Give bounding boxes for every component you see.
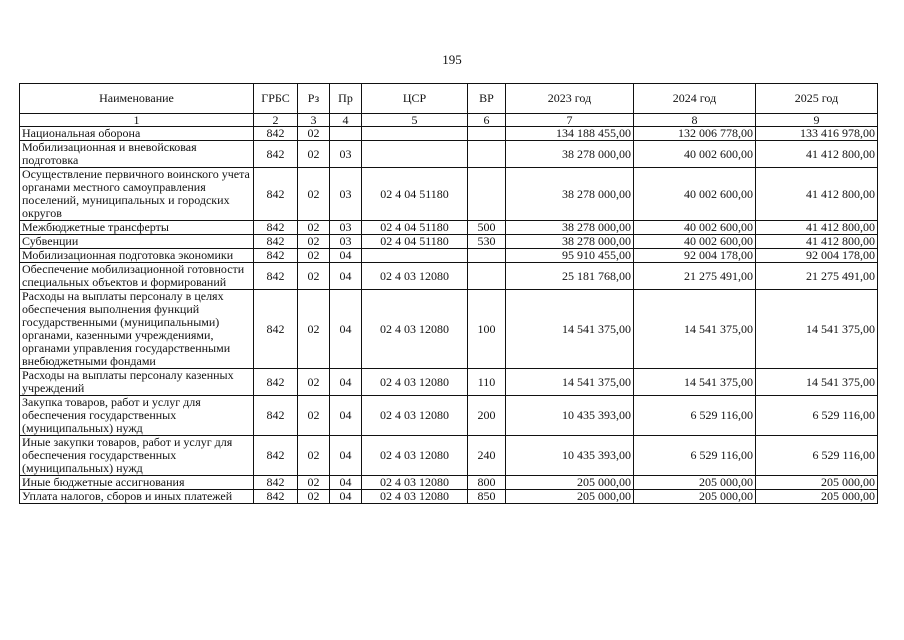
table-row (20, 141, 878, 168)
cell-rz: 02 (298, 369, 330, 396)
cell-csr: 02 4 04 51180 (362, 221, 468, 235)
cell-pr: 04 (330, 263, 362, 290)
page-number: 195 (442, 52, 462, 67)
column-index: 3 (298, 114, 330, 127)
cell-name: Мобилизационная подготовка экономики (20, 249, 254, 263)
header-2024: 2024 год (634, 84, 756, 114)
cell-name: Национальная оборона (20, 127, 254, 141)
cell-vr: 530 (468, 235, 506, 249)
cell-pr: 03 (330, 235, 362, 249)
cell-vr: 850 (468, 490, 506, 504)
cell-pr: 03 (330, 221, 362, 235)
cell-csr: 02 4 04 51180 (362, 235, 468, 249)
cell-2023: 134 188 455,00 (506, 127, 634, 141)
cell-vr (468, 249, 506, 263)
table-row (20, 490, 878, 504)
cell-vr: 110 (468, 369, 506, 396)
cell-2025: 41 412 800,00 (756, 141, 878, 168)
cell-rz: 02 (298, 490, 330, 504)
cell-2024: 92 004 178,00 (634, 249, 756, 263)
cell-rz: 02 (298, 249, 330, 263)
table-row (20, 369, 878, 396)
cell-name: Мобилизационная и вневойсковая подготовка (20, 141, 254, 168)
cell-rz: 02 (298, 476, 330, 490)
cell-rz: 02 (298, 221, 330, 235)
cell-vr (468, 127, 506, 141)
cell-csr: 02 4 03 12080 (362, 490, 468, 504)
cell-grbs: 842 (254, 263, 298, 290)
cell-vr: 500 (468, 221, 506, 235)
cell-vr (468, 263, 506, 290)
cell-rz: 02 (298, 436, 330, 476)
cell-csr: 02 4 03 12080 (362, 369, 468, 396)
cell-grbs: 842 (254, 168, 298, 221)
cell-2025: 205 000,00 (756, 490, 878, 504)
cell-2023: 14 541 375,00 (506, 290, 634, 369)
cell-name: Субвенции (20, 235, 254, 249)
cell-pr: 04 (330, 476, 362, 490)
cell-2023: 205 000,00 (506, 490, 634, 504)
cell-2024: 40 002 600,00 (634, 235, 756, 249)
cell-2024: 6 529 116,00 (634, 436, 756, 476)
header-grbs: ГРБС (254, 84, 298, 114)
budget-table (19, 83, 878, 504)
column-index: 5 (362, 114, 468, 127)
cell-2025: 41 412 800,00 (756, 235, 878, 249)
cell-2025: 205 000,00 (756, 476, 878, 490)
header-name: Наименование (20, 84, 254, 114)
column-index: 8 (634, 114, 756, 127)
cell-2023: 38 278 000,00 (506, 221, 634, 235)
cell-2023: 10 435 393,00 (506, 396, 634, 436)
cell-pr: 04 (330, 436, 362, 476)
cell-2025: 6 529 116,00 (756, 396, 878, 436)
cell-pr: 03 (330, 141, 362, 168)
cell-grbs: 842 (254, 127, 298, 141)
table-row (20, 221, 878, 235)
cell-rz: 02 (298, 235, 330, 249)
cell-2024: 132 006 778,00 (634, 127, 756, 141)
cell-2023: 38 278 000,00 (506, 141, 634, 168)
cell-name: Осуществление первичного воинского учета органами местного самоуправления поселений, муниципальных и городских округов (20, 168, 254, 221)
cell-csr (362, 249, 468, 263)
cell-csr: 02 4 03 12080 (362, 396, 468, 436)
cell-csr: 02 4 03 12080 (362, 263, 468, 290)
table-row (20, 235, 878, 249)
cell-name: Обеспечение мобилизационной готовности специальных объектов и формирований (20, 263, 254, 290)
cell-name: Уплата налогов, сборов и иных платежей (20, 490, 254, 504)
cell-vr: 100 (468, 290, 506, 369)
table-row (20, 249, 878, 263)
cell-csr: 02 4 03 12080 (362, 476, 468, 490)
column-index: 6 (468, 114, 506, 127)
table-body (20, 114, 878, 504)
table-row (20, 396, 878, 436)
cell-2024: 40 002 600,00 (634, 221, 756, 235)
table-row (20, 263, 878, 290)
cell-grbs: 842 (254, 290, 298, 369)
cell-rz: 02 (298, 168, 330, 221)
column-index: 1 (20, 114, 254, 127)
cell-csr (362, 141, 468, 168)
cell-grbs: 842 (254, 369, 298, 396)
cell-2023: 14 541 375,00 (506, 369, 634, 396)
cell-pr: 03 (330, 168, 362, 221)
cell-grbs: 842 (254, 249, 298, 263)
cell-name: Иные закупки товаров, работ и услуг для обеспечения государственных (муниципальных) нужд (20, 436, 254, 476)
cell-2025: 92 004 178,00 (756, 249, 878, 263)
cell-rz: 02 (298, 127, 330, 141)
header-2025: 2025 год (756, 84, 878, 114)
table-row (20, 168, 878, 221)
column-index: 4 (330, 114, 362, 127)
cell-pr: 04 (330, 290, 362, 369)
cell-name: Расходы на выплаты персоналу казенных учреждений (20, 369, 254, 396)
column-index: 2 (254, 114, 298, 127)
cell-2025: 21 275 491,00 (756, 263, 878, 290)
cell-2024: 40 002 600,00 (634, 141, 756, 168)
cell-2024: 6 529 116,00 (634, 396, 756, 436)
cell-rz: 02 (298, 141, 330, 168)
cell-grbs: 842 (254, 141, 298, 168)
cell-2025: 41 412 800,00 (756, 168, 878, 221)
cell-csr: 02 4 03 12080 (362, 436, 468, 476)
cell-csr (362, 127, 468, 141)
header-rz: Рз (298, 84, 330, 114)
cell-2024: 14 541 375,00 (634, 290, 756, 369)
cell-csr: 02 4 03 12080 (362, 290, 468, 369)
cell-rz: 02 (298, 290, 330, 369)
header-pr: Пр (330, 84, 362, 114)
cell-2023: 25 181 768,00 (506, 263, 634, 290)
header-2023: 2023 год (506, 84, 634, 114)
cell-2023: 205 000,00 (506, 476, 634, 490)
cell-pr (330, 127, 362, 141)
cell-csr: 02 4 04 51180 (362, 168, 468, 221)
cell-vr: 240 (468, 436, 506, 476)
cell-2024: 14 541 375,00 (634, 369, 756, 396)
cell-grbs: 842 (254, 490, 298, 504)
cell-2023: 95 910 455,00 (506, 249, 634, 263)
cell-2023: 38 278 000,00 (506, 168, 634, 221)
cell-2025: 6 529 116,00 (756, 436, 878, 476)
cell-2024: 40 002 600,00 (634, 168, 756, 221)
cell-grbs: 842 (254, 221, 298, 235)
cell-vr: 200 (468, 396, 506, 436)
cell-2023: 10 435 393,00 (506, 436, 634, 476)
cell-2025: 14 541 375,00 (756, 369, 878, 396)
cell-name: Закупка товаров, работ и услуг для обеспечения государственных (муниципальных) нужд (20, 396, 254, 436)
cell-pr: 04 (330, 490, 362, 504)
column-index: 9 (756, 114, 878, 127)
cell-2024: 205 000,00 (634, 490, 756, 504)
header-row (20, 84, 878, 114)
cell-grbs: 842 (254, 476, 298, 490)
table-row (20, 290, 878, 369)
cell-2025: 14 541 375,00 (756, 290, 878, 369)
cell-pr: 04 (330, 369, 362, 396)
table-row (20, 436, 878, 476)
cell-name: Расходы на выплаты персоналу в целях обеспечения выполнения функций государственными (муниципальными) органами, казенными учреждениями, органами управления государственными внебюджетными фондами (20, 290, 254, 369)
cell-2025: 133 416 978,00 (756, 127, 878, 141)
cell-name: Межбюджетные трансферты (20, 221, 254, 235)
column-index: 7 (506, 114, 634, 127)
cell-name: Иные бюджетные ассигнования (20, 476, 254, 490)
column-index-row (20, 114, 878, 127)
cell-pr: 04 (330, 396, 362, 436)
cell-rz: 02 (298, 396, 330, 436)
cell-grbs: 842 (254, 396, 298, 436)
cell-grbs: 842 (254, 436, 298, 476)
cell-2024: 21 275 491,00 (634, 263, 756, 290)
cell-rz: 02 (298, 263, 330, 290)
cell-grbs: 842 (254, 235, 298, 249)
table-row (20, 476, 878, 490)
cell-vr (468, 168, 506, 221)
table-row (20, 127, 878, 141)
header-csr: ЦСР (362, 84, 468, 114)
cell-2025: 41 412 800,00 (756, 221, 878, 235)
cell-2023: 38 278 000,00 (506, 235, 634, 249)
cell-vr: 800 (468, 476, 506, 490)
cell-2024: 205 000,00 (634, 476, 756, 490)
header-vr: ВР (468, 84, 506, 114)
cell-vr (468, 141, 506, 168)
table-header (20, 84, 878, 114)
cell-pr: 04 (330, 249, 362, 263)
